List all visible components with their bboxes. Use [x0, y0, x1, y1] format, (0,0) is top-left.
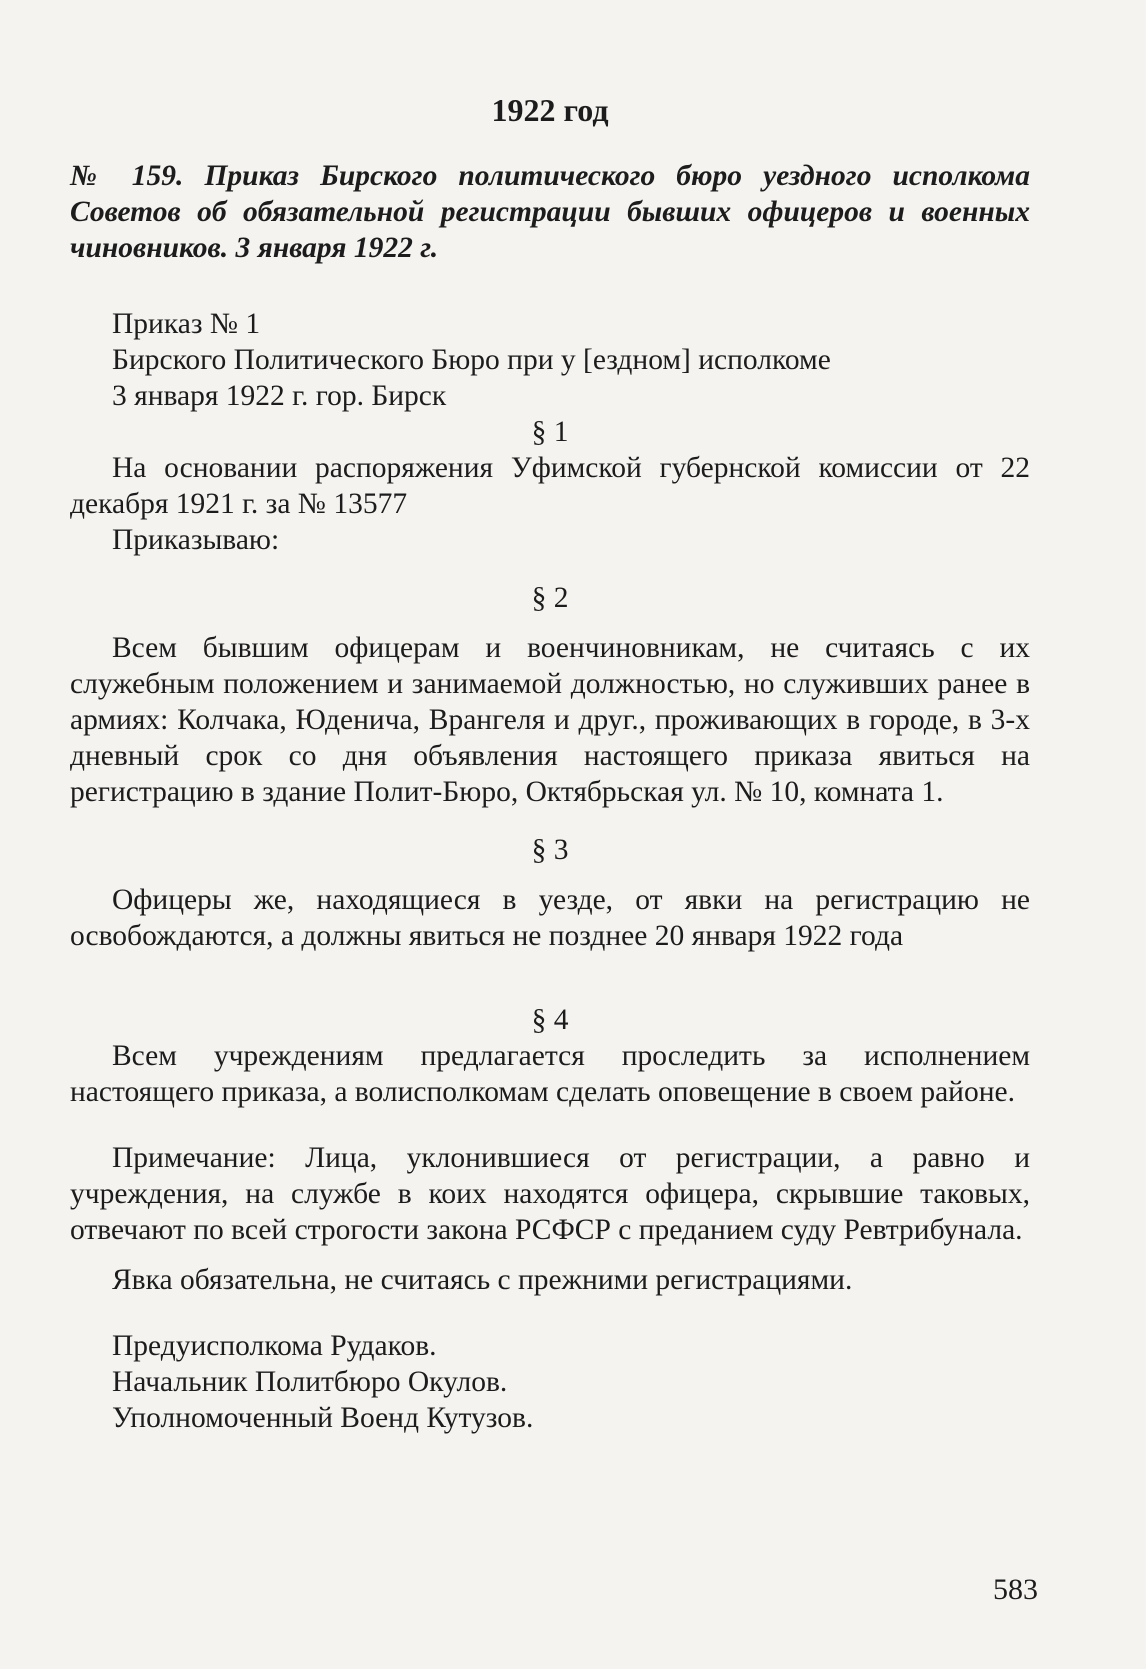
section-mark-3: § 3: [531, 834, 569, 866]
section-mark-2: § 2: [531, 582, 569, 614]
section-2-text: Всем бывшим офицерам и военчиновникам, не считаясь с их служебным положением и занимаемой должностью, но служивших ранее в армиях: Колчака, Юденича, Врангеля и друг., проживающих в городе, в 3-х дневный срок со дня объявления настоящего приказа явиться на регистрацию в здание Полит-Бюро, Октябрьская ул. № 10, комната 1.: [70, 632, 1030, 808]
signature-politburo-head: Начальник Политбюро Окулов.: [112, 1366, 508, 1398]
signature-chairman: Предуисполкома Рудаков.: [112, 1330, 437, 1362]
mandatory-text: Явка обязательна, не считаясь с прежними регистрациями.: [112, 1264, 853, 1296]
section-3-text: Офицеры же, находящиеся в уезде, от явки на регистрацию не освобождаются, а должны явиться не позднее 20 января 1922 года: [70, 884, 1030, 952]
signatures: [70, 1328, 1030, 1436]
order-number: Приказ № 1: [112, 308, 261, 340]
section-1-text: На основании распоряжения Уфимской губернской комиссии от 22 декабря 1921 г. за № 13577: [70, 452, 1030, 520]
order-date-place: 3 января 1922 г. гор. Бирск: [112, 380, 447, 412]
note-text: Примечание: Лица, уклонившиеся от регистрации, а равно и учреждения, на службе в коих находятся офицера, скрывшие таковых, отвечают по всей строгости закона РСФСР с преданием суду Ревтрибунала.: [70, 1142, 1030, 1246]
order-header: [70, 306, 1030, 414]
section-1-order: Приказываю:: [112, 524, 280, 556]
year-heading: 1922 год: [491, 92, 609, 128]
document-title: № 159. Приказ Бирского политического бюро уездного исполкома Советов об обязательной регистрации бывших офицеров и военных чиновников. 3 января 1922 г.: [70, 160, 1030, 264]
section-mark-1: § 1: [531, 416, 569, 448]
page-number: 583: [993, 1573, 1038, 1606]
signature-military-commissioner: Уполномоченный Военд Кутузов.: [112, 1402, 534, 1434]
section-mark-4: § 4: [531, 1004, 569, 1036]
order-issuer: Бирского Политического Бюро при у [ездном] исполкоме: [112, 344, 831, 376]
document-page: [70, 92, 1030, 1436]
section-4-text: Всем учреждениям предлагается проследить за исполнением настоящего приказа, а волисполкомам сделать оповещение в своем районе.: [70, 1040, 1030, 1108]
